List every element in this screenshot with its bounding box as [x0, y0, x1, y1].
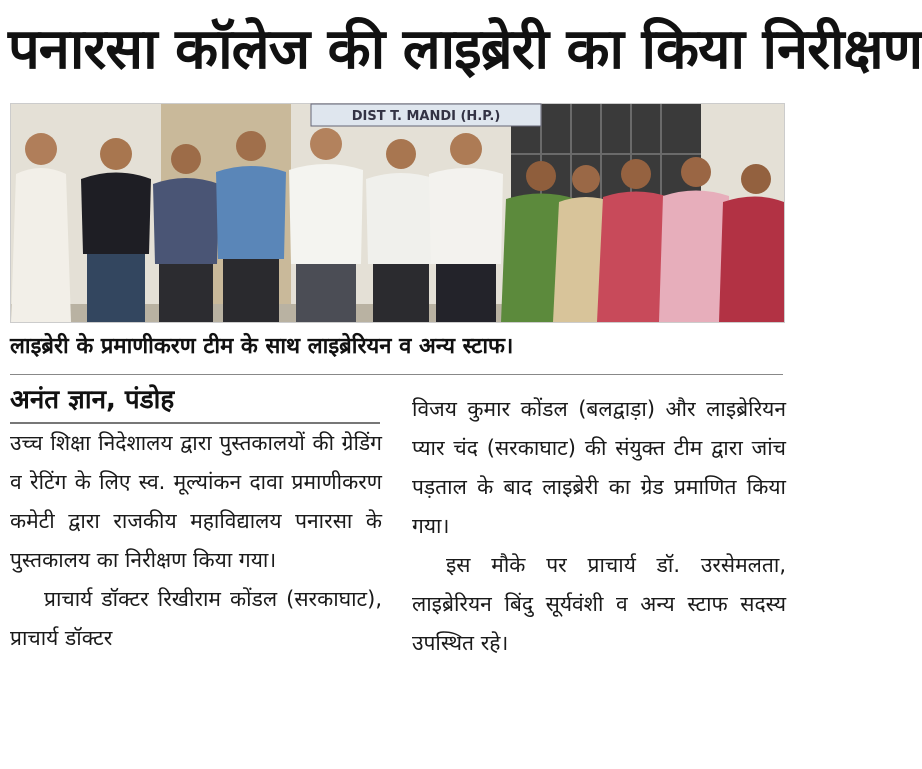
headline: पनारसा कॉलेज की लाइब्रेरी का किया निरीक्षण — [8, 17, 922, 82]
article-paragraph: उच्च शिक्षा निदेशालय द्वारा पुस्तकालयों की ग्रेडिंग व रेटिंग के लिए स्व. मूल्यांकन दावा प्रमाणीकरण कमेटी द्वारा राजकीय महाविद्यालय पनारसा के पुस्तकालय का निरीक्षण किया गया। — [10, 431, 382, 572]
article-column-left — [10, 424, 382, 658]
group-photo — [10, 103, 785, 323]
article-paragraph: प्राचार्य डॉक्टर रिखीराम कोंडल (सरकाघाट), प्राचार्य डॉक्टर — [10, 587, 382, 650]
article-paragraph: इस मौके पर प्राचार्य डॉ. उरसेमलता, लाइब्रेरियन बिंदु सूर्यवंशी व अन्य स्टाफ सदस्य उपस्थित रहे। — [412, 553, 786, 655]
byline: अनंत ज्ञान, पंडोह — [10, 385, 175, 415]
section-divider — [10, 374, 783, 375]
article-paragraph: विजय कुमार कोंडल (बलद्वाड़ा) और लाइब्रेरियन प्यार चंद (सरकाघाट) की संयुक्त टीम द्वारा जांच पड़ताल के बाद लाइब्रेरी का ग्रेड प्रमाणित किया गया। — [412, 397, 786, 538]
photo-caption: लाइब्रेरी के प्रमाणीकरण टीम के साथ लाइब्रेरियन व अन्य स्टाफ। — [10, 334, 514, 359]
building-sign: DIST T. MANDI (H.P.) — [351, 109, 501, 124]
article-column-right — [412, 390, 786, 663]
